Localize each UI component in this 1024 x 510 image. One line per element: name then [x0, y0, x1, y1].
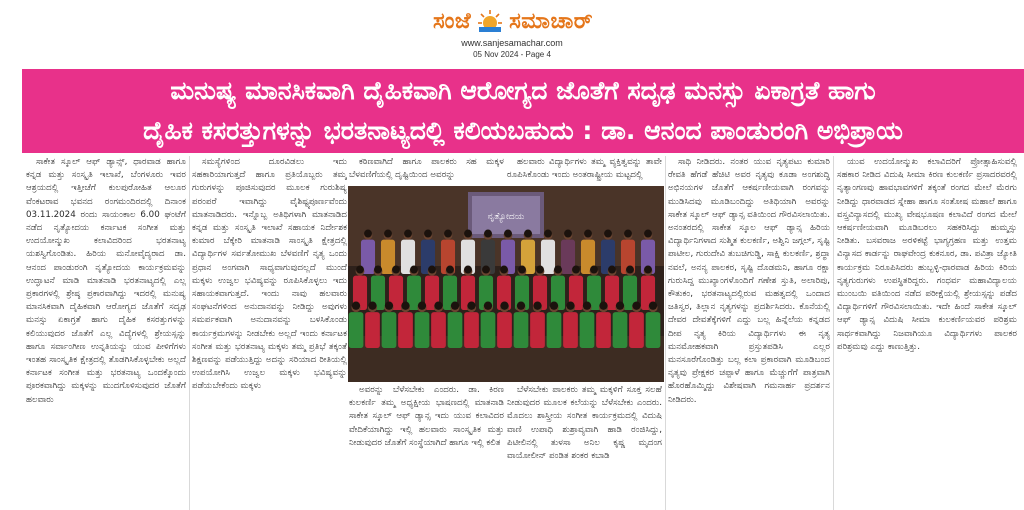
article-column-4-bottom	[507, 384, 662, 510]
masthead	[0, 0, 1024, 64]
article-column-3-bottom	[349, 384, 504, 510]
headline-banner	[22, 69, 1024, 153]
site-url[interactable]: www.sanjesamachar.com	[461, 38, 563, 48]
dancers-group-photo	[348, 186, 664, 382]
column-1-text: ಸಾಕೇತ ಸ್ಕೂಲ್ ಆಫ್ ಡ್ಯಾನ್ಸ್, ಧಾರವಾಡ ಹಾಗೂ ಕನ್ನಡ ಮತ್ತು ಸಂಸ್ಕೃತಿ ಇಲಾಖೆ, ಬೆಂಗಳೂರು ಇವರ ಆಶ್ರಯದಲ್ಲಿ ಇತ್ತೀಚೆಗೆ ಕುಲಪುರೋಹಿತ ಆಲೂರ ವೆಂಕಟರಾವ ಭವನದ ರಂಗಮಂದಿರದಲ್ಲಿ ದಿನಾಂಕ 03.11.2024 ರಂದು ಸಾಯಂಕಾಲ 6.00 ಘಂಟೆಗೆ ನಡೆದ ನೃತ್ಯೋದಯ ಕರ್ನಾಟಕ ಸಂಗೀತ ಮತ್ತು ಉದಯೋನ್ಮುಖ ಕಲಾವಿದರಿಂದ ಭರತನಾಟ್ಯ ಯಶಸ್ವಿಗೊಂಡಿತು. ಹಿರಿಯ ಮನೋವೈದ್ಯರಾದ ಡಾ. ಆನಂದ ಪಾಂಡುರಂಗಿ ನೃತ್ಯೋದಯ ಕಾರ್ಯಕ್ರಮವನ್ನು ಉದ್ಘಾಟನೆ ಮಾಡಿ ಮಾತನಾಡಿ ಭರತನಾಟ್ಯದಲ್ಲಿ ಎಲ್ಲ ಪ್ರಕಾರಗಳಲ್ಲಿ ಶ್ರೇಷ್ಠ ಪ್ರಕಾರವಾಗಿದ್ದು ಇದರಲ್ಲಿ ಮನುಷ್ಯ ಮಾನಸಿಕವಾಗಿ ದೈಹಿಕವಾಗಿ ಆರೋಗ್ಯದ ಜೊತೆಗೆ ಸದೃಢ ಮನಸ್ಸು ಏಕಾಗ್ರತೆ ಹಾಗು ದೈಹಿಕ ಕಸರತ್ತುಗಳನ್ನು ಕಲಿಯುವುದರ ಜೊತೆಗೆ ಎಲ್ಲ ವಿದ್ಯೆಗಳಲ್ಲಿ ಶ್ರೇಯಸ್ಸನ್ನು ಹಾಗೂ ಸರ್ವಾಂಗೀಣ ಉನ್ನತಿಯನ್ನು ಯುವ ಪೀಳಿಗೆಗಳು ಇಂತಹ ಸಾಂಸ್ಕೃತಿಕ ಕ್ಷೇತ್ರದಲ್ಲಿ ತೊಡಗಿಸಿಕೊಳ್ಳಬೇಕು ಅಲ್ಲದೆ ಕರ್ನಾಟಕ ಸಂಗೀತ ಮತ್ತು ಭರತನಾಟ್ಯ ಒಂದಕ್ಕೊಂದು ಪೂರಕವಾಗಿದ್ದು ಮಕ್ಕಳನ್ನು ಮುದಗೊಳಿಸುವುದರ ಜೊತೆಗೆ ಹಲವಾರು	[26, 157, 186, 405]
article-column-5	[668, 156, 830, 510]
headline-line-2: ದೈಹಿಕ ಕಸರತ್ತುಗಳನ್ನು ಭರತನಾಟ್ಯದಲ್ಲಿ ಕಲಿಯಬಹುದು : ಡಾ. ಆನಂದ ಪಾಂಡುರಂಗಿ ಅಭಿಪ್ರಾಯ	[143, 116, 903, 145]
column-2-text: ಸಮಸ್ಯೆಗಳಿಂದ ದೂರವಿಡಲು ಇದು ಸಹಕಾರಿಯಾಗುತ್ತದೆ ಹಾಗೂ ಪ್ರತಿಯೊಬ್ಬರು ತಮ್ಮ ಗುರುಗಳನ್ನು ಪೂಜಿಸುವುದರ ಮೂಲಕ ಗುರುಶಿಷ್ಯ ಪರಂಪರೆ ಇವಾಗಿದ್ದು ವೈಶಿಷ್ಟ್ಯಪೂರ್ಣವೆಂದು ಮಾತನಾಡಿದರು. ಇನ್ನೊಬ್ಬ ಅತಿಥಿಗಳಾಗಿ ಮಾತನಾಡಿದ ಕನ್ನಡ ಮತ್ತು ಸಂಸ್ಕೃತಿ ಇಲಾಖೆ ಸಹಾಯಕ ನಿರ್ದೇಶಕ ಕುಮಾರ ಬೆಕ್ಕೇರಿ ಮಾತನಾಡಿ ಸಾಂಸ್ಕೃತಿ ಕ್ಷೇತ್ರದಲ್ಲಿ ವಿದ್ಯಾರ್ಥಿಗಳ ಸರ್ವತೋಮುಖ ಬೆಳವಣಿಗೆ ನೃತ್ಯ ಒಂದು ಪ್ರಧಾನ ಅಂಗವಾಗಿ ಸಾಧ್ಯವಾಗುವುದಲ್ಲದೆ ಮುಂದೆ ಮಕ್ಕಳು ಉಜ್ವಲ ಭವಿಷ್ಯವನ್ನು ರೂಪಿಸಿಕೊಳ್ಳಲು ಇದು ಸಹಾಯಕವಾಗುತ್ತದೆ. ಇಂದು ನಾವು ಹಲವಾರು ಸಂಘಟನೆಗಳಿಂದ ಅನುದಾನವನ್ನು ನೀಡಿದ್ದು ಅವುಗಳು ಸಮರ್ಪಕವಾಗಿ ಅನುದಾನವನ್ನು ಬಳಸಿಕೊಂಡು ಕಾರ್ಯಕ್ರಮಗಳನ್ನು ನೀಡಬೇಕು ಅಲ್ಲದೆ ಇಂದು ಕರ್ನಾಟಕ ಸಂಗೀತ ಮತ್ತು ಭರತನಾಟ್ಯ ಮಕ್ಕಳು ತಮ್ಮ ಪ್ರತಿಭೆ ತಕ್ಕಂತೆ ಶಿಕ್ಷಣವನ್ನು ಪಡೆಯುತ್ತಿದ್ದು ಅದನ್ನು ಸರಿಯಾದ ರೀತಿಯಲ್ಲಿ ಉಪಯೋಗಿಸಿ ಉಜ್ವಲ ಮಕ್ಕಳು ಭವಿಷ್ಯವನ್ನು ಪಡೆಯಬೇಕೆಂದು ಮಕ್ಕಳು	[192, 157, 347, 392]
logo-word-right: ಸಮಾಚಾರ್	[509, 8, 594, 34]
column-6-text: ಯುವ ಉದಯೋನ್ಮುಖ ಕಲಾವಿದರಿಗೆ ಪ್ರೋತ್ಸಾಹಿಸುವಲ್ಲಿ ಸಹಕಾರ ನೀಡಿದ ವಿದುಷಿ ಸೀಮಾ ಕಿರಣ ಕುಲಕರ್ಣಿ ಪ್ರಸಾದರವರಲ್ಲಿ ನೃತ್ಯಾಂಗಣವು ಹಾವಭಾವಗಳಿಗೆ ತಕ್ಕಂತೆ ರಂಗದ ಮೇಲೆ ಮೆರಗು ನೀಡಿದ್ದು ಧಾರವಾಡದ ಸ್ನೇಹಾ ಹಾಗೂ ಸಂತೋಷ ಮಹಾಲೆ ಹಾಗೂ ವಸ್ತ್ರವಿನ್ಯಾಸದಲ್ಲಿ ಮುಖ್ಯ ವೇಷಭೂಷಣ ಕಲಾವಿದೆ ರಂಗದ ಮೇಲೆ ಆಕರ್ಷಣೀಯವಾಗಿ ಮೂಡಿಬರಲು ಸಹಕರಿಸಿದ್ದು ಹುಮ್ಮಸ್ಸು ನೀಡಿತು. ಬಸವರಾಜ ಅರಳಿಕಟ್ಟೆ ಭಾಗ್ಯಗ್ರಹಣ ಮತ್ತು ಉತ್ತಮ ವಿನ್ಯಾಸದ ಕಾರ್ಡನ್ನು ರಾಘವೇಂದ್ರ ಕುಕನೂರ, ಡಾ. ಪವಿತ್ರಾ ಜ್ಯೋತಿ ಕಾರ್ಯಕ್ರಮ ನಿರೂಪಿಸಿದರು ಹುಬ್ಬಳ್ಳಿ-ಧಾರವಾಡ ಹಿರಿಯ ಕಿರಿಯ ನೃತ್ಯಗುರುಗಳು ಉಪಸ್ಥಿತರಿದ್ದರು. ಗಂಧರ್ವ ಮಹಾವಿದ್ಯಾಲಯ ಮುಂಬಯಿ ವತಿಯಿಂದ ನಡೆದ ಪರೀಕ್ಷೆಯಲ್ಲಿ ಶ್ರೇಯಸ್ಸನ್ನು ಪಡೆದ ವಿದ್ಯಾರ್ಥಿಗಳಿಗೆ ಗೌರವಿಸಲಾಯಿತು. ಇದೇ ಹಿಂದೆ ಸಾಕೇತ ಸ್ಕೂಲ್ ಆಫ್ ಡ್ಯಾನ್ಸ ವಿದುಷಿ ಸೀಮಾ ಕುಲಕರ್ಣಿಯವರ ಪರಿಶ್ರಮ ಸಾರ್ಥಕವಾಗಿದ್ದು ನಿಜವಾಗಿಯೂ ವಿದ್ಯಾರ್ಥಿಗಳು ಪಾಲಕರ ಪರಿಶ್ರಮವು ಎದ್ದು ಕಾಣುತ್ತಿತ್ತು.	[837, 157, 1017, 352]
stage-banner-text: ನೃತ್ಯೋದಯ	[487, 212, 525, 222]
column-divider	[665, 156, 666, 510]
article-column-4-top	[507, 156, 662, 184]
sun-logo-icon	[477, 8, 503, 34]
logo-word-left: ಸಂಜೆ	[432, 8, 472, 34]
column-4-bottom-text: ಬೆಳೆಸಬೇಕು ಪಾಲಕರು ತಮ್ಮ ಮಕ್ಕಳಿಗೆ ಸೂಕ್ತ ಸಲಹೆ ನೀಡುವುದರ ಮೂಲಕ ಕಲೆಯನ್ನು ಬೆಳೆಸಬೇಕು ಎಂದರು. ಮೊದಲು ಶಾಸ್ತ್ರೀಯ ಸಂಗೀತ ಕಾರ್ಯಕ್ರಮದಲ್ಲಿ ವಿದುಷಿ ವಾಣಿ ಉಪಾಧಿ ಶುಶ್ರಾವ್ಯವಾಗಿ ಹಾಡಿ ರಂಜಿಸಿದ್ದು, ಪಿಟೀಲಿನಲ್ಲಿ ತುಳಸಾ ಅನಿಲ ಕೃಷ್ಣ ಮೃದಂಗ ವಾಯೋಲೀನ್ ಪಂಡಿತ ಶಂಕರ ಕಬಾಡಿ	[507, 385, 662, 462]
column-3-top-text: ಕಠಿಣವಾಗಿದೆ ಹಾಗೂ ಪಾಲಕರು ಸಹ ಮಕ್ಕಳ ಬೆಳವಣಿಗೆಯಲ್ಲಿ ದೃಷ್ಟಿಯಿಂದ ಅವರನ್ನು	[349, 157, 504, 181]
headline-line-1: ಮನುಷ್ಯ ಮಾನಸಿಕವಾಗಿ ದೈಹಿಕವಾಗಿ ಆರೋಗ್ಯದ ಜೊತೆಗೆ ಸದೃಢ ಮನಸ್ಸು ಏಕಾಗ್ರತೆ ಹಾಗು	[170, 76, 876, 105]
edition-date: 05 Nov 2024 - Page 4	[473, 50, 551, 59]
column-3-bottom-text: ಅವರನ್ನು ಬೆಳೆಸಬೇಕು ಎಂದರು. ಡಾ. ಕಿರಣ ಕುಲಕರ್ಣಿ ತಮ್ಮ ಅಧ್ಯಕ್ಷೀಯ ಭಾಷಣದಲ್ಲಿ ಮಾತನಾಡಿ ಸಾಕೇತ ಸ್ಕೂಲ್ ಆಫ್ ಡ್ಯಾನ್ಸ ಇದು ಯುವ ಕಲಾವಿದರ ವೇದಿಕೆಯಾಗಿದ್ದು ಇಲ್ಲಿ ಹಲವಾರು ಸಾಂಸ್ಕೃತಿಕ ಮತ್ತು ನೀಡುವುದರ ಜೊತೆಗೆ ಸಂಸ್ಥೆಯಾಗಿದೆ ಹಾಗೂ ಇಲ್ಲಿ ಕಲಿತ	[349, 385, 504, 448]
article-column-1	[26, 156, 186, 510]
event-photo	[348, 186, 664, 382]
column-divider	[833, 156, 834, 510]
column-5-text: ಸಾಥಿ ನೀಡಿದರು. ನಂತರ ಯುವ ನೃತ್ಯಪಟು ಕುಮಾರಿ ರೇವತಿ ಹೆಗಡೆ ಹೆಚಿಟಿ ಅವರ ನೃತ್ಯವು ಕೂಡಾ ಅಂಗಶುದ್ಧಿ ಅಭಿನಯಗಳ ಜೊತೆಗೆ ಆಕರ್ಷಣೀಯವಾಗಿ ರಂಗವನ್ನು ಮುಡಿಸಿದವು ಮೂಡಿಬಂದಿದ್ದು ಅತಿಥಿಯಾಗಿ ಅವರನ್ನು ಸಾಕೇತ ಸ್ಕೂಲ್ ಆಫ್ ಡ್ಯಾನ್ಸ ವತಿಯಿಂದ ಗೌರವಿಸಲಾಯಿತು. ಅನಂತರದಲ್ಲಿ ಸಾಕೇತ ಸ್ಕೂಲ ಆಫ್ ಡ್ಯಾನ್ಸ ಹಿರಿಯ ವಿದ್ಯಾರ್ಥಿನಿಗಳಾದ ಸುಶ್ಮಿತ ಕುಲಕರ್ಣಿ, ಅಶ್ವಿನಿ ಜಗ್ಗಲ್, ಸೃಷ್ಟಿ ಪಾಟೀಲ, ಗುರುದೇವಿ ತುಬಚಿಗುಡ್ಡಿ, ಸಾಕ್ಷಿ ಕುಲಕರ್ಣಿ, ಶ್ರದ್ಧಾ ನವಲೆ, ಅನನ್ಯ ಪಾಲಕರ, ಸೃಷ್ಟಿ ದೊಡಮನಿ, ಹಾಗೂ ರಕ್ಷಾ ಗುರುಸಿದ್ದ ಮುಖ್ಯಾಂಗಳೊಂದಿಗೆ ಗಣೇಶ ಸ್ತುತಿ, ಅಲಾರಿಪು, ಕೌತುಕಂ, ಭರತನಾಟ್ಯದಲ್ಲಿರುವ ಮಹತ್ವದಲ್ಲಿ ಒಂದಾದ ಜತಿಸ್ವರ, ತಿಲ್ಲಾನ ನೃತ್ಯಗಳನ್ನು ಪ್ರದರ್ಶಿಸಿದರು. ಕೊನೆಯಲ್ಲಿ ದೇವರ ದೇವತೆಕ್ಕೆಗಳಿಗೆ ಎದ್ದು ಬಲ್ಲ ಹಿನ್ನೆಲೆಯ ಕನ್ನಡದ ದೀಪ ನೃತ್ಯ ಕಿರಿಯ ವಿದ್ಯಾರ್ಥಿಗಳು ಈ ನೃತ್ಯ ಮನಮೋಹಕವಾಗಿ ಪ್ರಸ್ತುತಪಡಿಸಿ ಎಲ್ಲರ ಮನಸೂರೆಗೊಂಡಿತ್ತು ಬಲ್ಲ ಕಲಾ ಪ್ರಕಾರವಾಗಿ ಮೂಡಿಬಂದ ನೃತ್ಯವು ಪ್ರೇಕ್ಷಕರ ಚಪ್ಪಾಳೆ ಹಾಗೂ ಮೆಚ್ಚುಗೆಗೆ ಪಾತ್ರವಾಗಿ ಹೊರಹೊಮ್ಮಿದ್ದು ವಿಶೇಷವಾಗಿ ಗಮನಾರ್ಹ ಪ್ರದರ್ಶನ ನೀಡಿದರು.	[668, 157, 830, 405]
article-column-6	[837, 156, 1017, 510]
article-column-2	[192, 156, 347, 510]
article-body	[22, 156, 1024, 510]
newspaper-logo[interactable]	[418, 4, 608, 38]
column-4-top-text: ಹಲವಾರು ವಿದ್ಯಾರ್ಥಿಗಳು ತಮ್ಮ ವ್ಯಕ್ತಿತ್ವವನ್ನು ತಾವೇ ರೂಪಿಸಿಕೊಂಡು ಇಂದು ಅಂತರಾಷ್ಟ್ರೀಯ ಮಟ್ಟದಲ್ಲಿ	[507, 157, 662, 181]
article-column-3-top	[349, 156, 504, 184]
column-divider	[189, 156, 190, 510]
